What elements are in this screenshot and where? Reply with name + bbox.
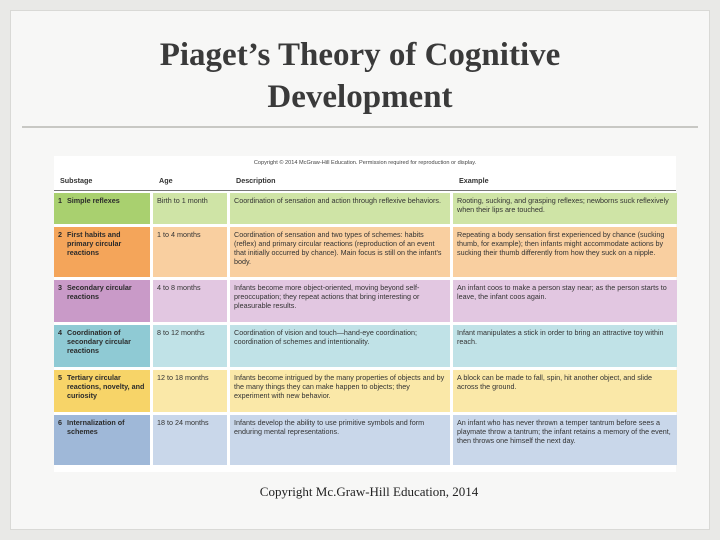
substage-cell — [54, 280, 150, 322]
substage-table — [54, 156, 676, 472]
substage-cell — [54, 325, 150, 367]
example-cell: A block can be made to fall, spin, hit another object, and slide across the ground. — [453, 370, 677, 412]
description-cell: Coordination of sensation and two types of schemes: habits (reflex) and primary circular reactions (reproduction of an event that initially occurred by chance). Main focus is still on the infant's body. — [230, 227, 450, 277]
description-cell: Coordination of vision and touch—hand-eye coordination; coordination of schemes and intentionality. — [230, 325, 450, 367]
substage-cell — [54, 193, 150, 224]
example-cell: Repeating a body sensation first experienced by chance (sucking thumb, for example); then infants might accommodate actions by sucking their thumb differently from how they suck on a nipple. — [453, 227, 677, 277]
description-cell: Infants become intrigued by the many properties of objects and by the many things they can make happen to objects; they experiment with new behavior. — [230, 370, 450, 412]
substage-cell — [54, 370, 150, 412]
description-cell: Coordination of sensation and action through reflexive behaviors. — [230, 193, 450, 224]
example-cell: Rooting, sucking, and grasping reflexes; newborns suck reflexively when their lips are touched. — [453, 193, 677, 224]
age-cell: 18 to 24 months — [153, 415, 227, 465]
substage-number: 3 — [58, 283, 62, 292]
substage-name: Secondary circular reactions — [67, 283, 132, 301]
header-age: Age — [159, 175, 173, 185]
table-row — [54, 325, 676, 367]
table-row — [54, 370, 676, 412]
substage-cell — [54, 227, 150, 277]
substage-name: First habits and primary circular reactions — [67, 230, 122, 257]
substage-number: 1 — [58, 196, 62, 205]
substage-name: Tertiary circular reactions, novelty, and curiosity — [67, 373, 145, 400]
title-box — [22, 22, 698, 128]
age-cell: 1 to 4 months — [153, 227, 227, 277]
substage-number: 6 — [58, 418, 62, 427]
header-example: Example — [459, 175, 489, 185]
age-cell: 8 to 12 months — [153, 325, 227, 367]
header-substage: Substage — [60, 175, 93, 185]
table-copyright: Copyright © 2014 McGraw-Hill Education. Permission required for reproduction or display. — [253, 160, 477, 166]
substage-name: Coordination of secondary circular reactions — [67, 328, 131, 355]
substage-cell — [54, 415, 150, 465]
table-row — [54, 415, 676, 465]
description-cell: Infants become more object-oriented, moving beyond self-preoccupation; they repeat actions that bring interesting or pleasurable results. — [230, 280, 450, 322]
slide — [10, 10, 710, 530]
table-row — [54, 227, 676, 277]
substage-number: 4 — [58, 328, 62, 337]
slide-title: Piaget’s Theory of Cognitive Development — [159, 37, 561, 115]
table-row — [54, 280, 676, 322]
substage-name: Simple reflexes — [67, 196, 120, 205]
age-cell: Birth to 1 month — [153, 193, 227, 224]
example-cell: An infant coos to make a person stay near; as the person starts to leave, the infant coos again. — [453, 280, 677, 322]
header-description: Description — [236, 175, 276, 185]
substage-number: 2 — [58, 230, 62, 239]
table-header-row — [54, 170, 676, 191]
table-body — [54, 191, 676, 465]
footer-copyright: Copyright Mc.Graw-Hill Education, 2014 — [259, 484, 479, 499]
example-cell: An infant who has never thrown a temper tantrum before sees a playmate throw a tantrum; the infant retains a memory of the event, then throws one himself the next day. — [453, 415, 677, 465]
substage-name: Internalization of schemes — [67, 418, 125, 436]
example-cell: Infant manipulates a stick in order to bring an attractive toy within reach. — [453, 325, 677, 367]
substage-number: 5 — [58, 373, 62, 382]
age-cell: 4 to 8 months — [153, 280, 227, 322]
age-cell: 12 to 18 months — [153, 370, 227, 412]
description-cell: Infants develop the ability to use primitive symbols and form enduring mental representations. — [230, 415, 450, 465]
table-row — [54, 193, 676, 224]
